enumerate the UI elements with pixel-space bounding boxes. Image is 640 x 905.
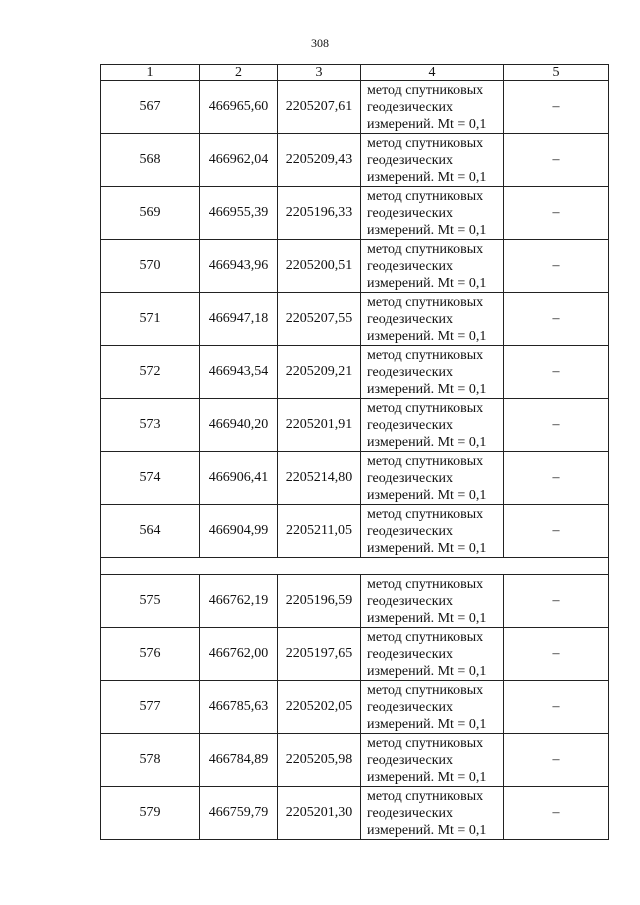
column-5-cell: – [504,187,609,240]
table-row [101,240,609,293]
table-row [101,346,609,399]
point-number-cell: 569 [101,187,200,240]
y-coordinate-cell: 2205196,59 [278,575,361,628]
column-5-cell: – [504,81,609,134]
method-text-line: метод спутниковых [367,294,484,310]
y-coordinate-cell: 2205201,30 [278,787,361,840]
column-5-cell: – [504,399,609,452]
table-row [101,787,609,840]
method-text-line: геодезических [367,417,454,433]
x-coordinate-cell: 466955,39 [200,187,278,240]
y-coordinate-cell: 2205200,51 [278,240,361,293]
column-5-cell: – [504,787,609,840]
column-header-2: 2 [200,65,278,81]
column-5-cell: – [504,293,609,346]
y-coordinate-cell: 2205209,21 [278,346,361,399]
coordinates-table [100,64,609,840]
column-header-4: 4 [361,65,504,81]
method-text-line: геодезических [367,258,454,274]
method-text-line: метод спутниковых [367,788,484,804]
column-5-cell: – [504,681,609,734]
x-coordinate-cell: 466762,19 [200,575,278,628]
method-text-line: геодезических [367,364,454,380]
method-text-line: измерений. Mt = 0,1 [367,116,487,132]
x-coordinate-cell: 466962,04 [200,134,278,187]
method-text-line: геодезических [367,523,454,539]
x-coordinate-cell: 466784,89 [200,734,278,787]
method-text-line: геодезических [367,152,454,168]
method-text-line: измерений. Mt = 0,1 [367,822,487,838]
method-text-line: метод спутниковых [367,682,484,698]
method-text-line: измерений. Mt = 0,1 [367,275,487,291]
method-cell [361,399,504,452]
table-header-row [101,65,609,81]
y-coordinate-cell: 2205196,33 [278,187,361,240]
y-coordinate-cell: 2205207,61 [278,81,361,134]
y-coordinate-cell: 2205197,65 [278,628,361,681]
method-text-line: геодезических [367,646,454,662]
method-cell [361,734,504,787]
method-text-line: метод спутниковых [367,629,484,645]
point-number-cell: 568 [101,134,200,187]
column-5-cell: – [504,734,609,787]
point-number-cell: 577 [101,681,200,734]
method-cell [361,681,504,734]
x-coordinate-cell: 466906,41 [200,452,278,505]
point-number-cell: 572 [101,346,200,399]
method-text-line: метод спутниковых [367,400,484,416]
x-coordinate-cell: 466943,96 [200,240,278,293]
method-text-line: измерений. Mt = 0,1 [367,169,487,185]
point-number-cell: 579 [101,787,200,840]
method-text-line: метод спутниковых [367,735,484,751]
method-text-line: метод спутниковых [367,453,484,469]
x-coordinate-cell: 466904,99 [200,505,278,558]
table-row [101,452,609,505]
column-5-cell: – [504,505,609,558]
y-coordinate-cell: 2205207,55 [278,293,361,346]
method-text-line: геодезических [367,205,454,221]
method-text-line: измерений. Mt = 0,1 [367,328,487,344]
method-text-line: метод спутниковых [367,241,484,257]
point-number-cell: 564 [101,505,200,558]
y-coordinate-cell: 2205211,05 [278,505,361,558]
method-text-line: метод спутниковых [367,82,484,98]
method-cell [361,240,504,293]
table-row [101,505,609,558]
column-header-5: 5 [504,65,609,81]
point-number-cell: 571 [101,293,200,346]
column-5-cell: – [504,575,609,628]
x-coordinate-cell: 466943,54 [200,346,278,399]
page-number: 308 [311,36,329,50]
point-number-cell: 578 [101,734,200,787]
table-row [101,628,609,681]
method-text-line: измерений. Mt = 0,1 [367,222,487,238]
separator-cell [101,558,609,575]
table-row [101,187,609,240]
method-cell [361,452,504,505]
method-cell [361,293,504,346]
column-header-1: 1 [101,65,200,81]
method-text-line: измерений. Mt = 0,1 [367,381,487,397]
point-number-cell: 576 [101,628,200,681]
method-text-line: геодезических [367,470,454,486]
method-text-line: измерений. Mt = 0,1 [367,716,487,732]
column-5-cell: – [504,452,609,505]
point-number-cell: 570 [101,240,200,293]
method-text-line: метод спутниковых [367,576,484,592]
method-text-line: метод спутниковых [367,506,484,522]
method-text-line: геодезических [367,752,454,768]
point-number-cell: 573 [101,399,200,452]
point-number-cell: 574 [101,452,200,505]
method-cell [361,575,504,628]
x-coordinate-cell: 466965,60 [200,81,278,134]
column-5-cell: – [504,346,609,399]
method-text-line: измерений. Mt = 0,1 [367,487,487,503]
method-text-line: измерений. Mt = 0,1 [367,769,487,785]
method-text-line: метод спутниковых [367,347,484,363]
method-text-line: измерений. Mt = 0,1 [367,663,487,679]
method-text-line: геодезических [367,805,454,821]
method-text-line: геодезических [367,311,454,327]
point-number-cell: 575 [101,575,200,628]
x-coordinate-cell: 466759,79 [200,787,278,840]
method-cell [361,81,504,134]
method-cell [361,787,504,840]
method-text-line: геодезических [367,699,454,715]
table-row [101,734,609,787]
method-text-line: измерений. Mt = 0,1 [367,434,487,450]
column-5-cell: – [504,628,609,681]
method-text-line: измерений. Mt = 0,1 [367,540,487,556]
y-coordinate-cell: 2205202,05 [278,681,361,734]
point-number-cell: 567 [101,81,200,134]
x-coordinate-cell: 466947,18 [200,293,278,346]
column-5-cell: – [504,240,609,293]
method-cell [361,346,504,399]
table-row [101,134,609,187]
method-text-line: метод спутниковых [367,135,484,151]
table-row [101,575,609,628]
method-cell [361,505,504,558]
method-text-line: геодезических [367,593,454,609]
table-row [101,399,609,452]
x-coordinate-cell: 466940,20 [200,399,278,452]
y-coordinate-cell: 2205205,98 [278,734,361,787]
table-row [101,681,609,734]
method-text-line: метод спутниковых [367,188,484,204]
method-text-line: измерений. Mt = 0,1 [367,610,487,626]
column-5-cell: – [504,134,609,187]
y-coordinate-cell: 2205209,43 [278,134,361,187]
x-coordinate-cell: 466762,00 [200,628,278,681]
method-cell [361,628,504,681]
method-cell [361,187,504,240]
table-row [101,293,609,346]
y-coordinate-cell: 2205214,80 [278,452,361,505]
y-coordinate-cell: 2205201,91 [278,399,361,452]
column-header-3: 3 [278,65,361,81]
method-cell [361,134,504,187]
method-text-line: геодезических [367,99,454,115]
table-row [101,81,609,134]
separator-row [101,558,609,575]
x-coordinate-cell: 466785,63 [200,681,278,734]
